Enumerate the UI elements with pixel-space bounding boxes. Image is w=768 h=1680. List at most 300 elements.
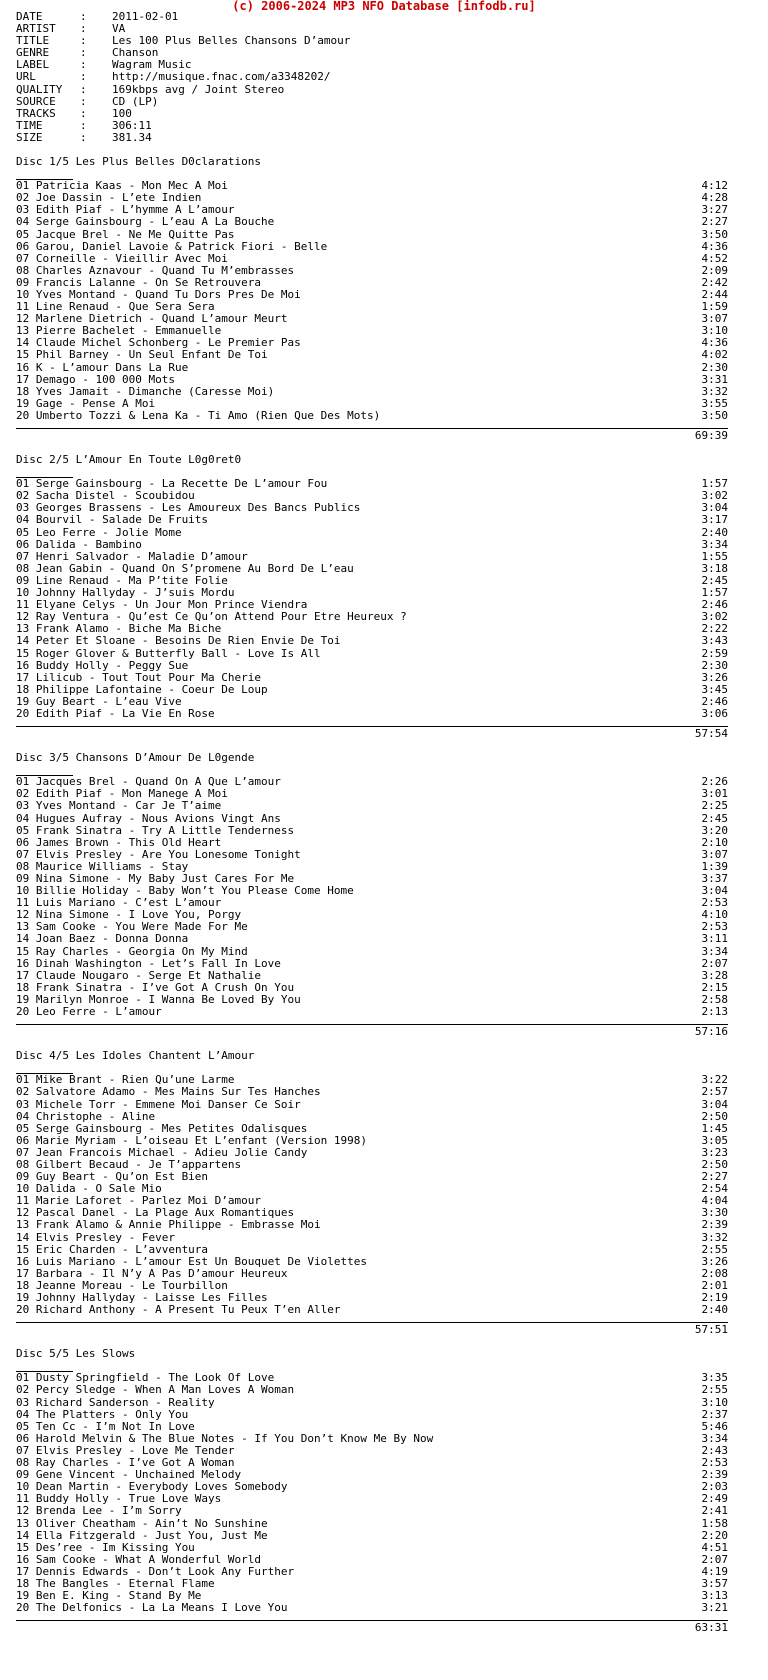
track-list [16, 478, 728, 720]
track-title: 06 James Brown - This Old Heart [16, 835, 222, 849]
disc-total-time: 69:39 [694, 429, 728, 442]
track-duration: 3:31 [701, 372, 728, 386]
track-title: 11 Line Renaud - Que Sera Sera [16, 300, 215, 314]
track-row [16, 933, 728, 945]
track-title: 20 Richard Anthony - A Present Tu Peux T’en Aller [16, 1303, 341, 1317]
track-duration: 3:26 [701, 1254, 728, 1268]
track-row [16, 958, 728, 970]
disc-total-divider [16, 1620, 728, 1621]
track-duration: 4:10 [701, 908, 728, 922]
track-title: 04 Christophe - Aline [16, 1109, 156, 1123]
track-duration: 2:19 [701, 1291, 728, 1304]
track-duration: 3:34 [701, 1431, 728, 1445]
track-duration: 4:36 [701, 239, 728, 253]
track-title: 01 Dusty Springfield - The Look Of Love [16, 1371, 275, 1385]
track-duration: 2:22 [701, 622, 728, 636]
track-duration: 4:51 [701, 1540, 728, 1554]
track-duration: 1:59 [701, 300, 728, 314]
track-duration: 3:27 [701, 203, 728, 217]
track-duration: 2:30 [701, 658, 728, 672]
track-title: 15 Phil Barney - Un Seul Enfant De Toi [16, 348, 268, 362]
track-row [16, 539, 728, 551]
track-title: 10 Johnny Hallyday - J’suis Mordu [16, 586, 235, 600]
track-title: 03 Yves Montand - Car Je T’aime [16, 799, 222, 813]
track-title: 05 Serge Gainsbourg - Mes Petites Odalisques [16, 1121, 308, 1135]
track-title: 13 Frank Alamo - Biche Ma Biche [16, 622, 222, 636]
track-duration: 2:41 [701, 1504, 728, 1518]
track-title: 17 Lilicub - Tout Tout Pour Ma Cherie [16, 670, 262, 684]
track-title: 09 Gene Vincent - Unchained Melody [16, 1468, 242, 1482]
track-title: 14 Claude Michel Schonberg - Le Premier Pas [16, 336, 301, 350]
track-duration: 3:02 [701, 489, 728, 503]
track-duration: 2:43 [701, 1443, 728, 1457]
track-row [16, 1505, 728, 1517]
track-row [16, 1602, 728, 1614]
track-duration: 3:04 [701, 884, 728, 898]
track-title: 14 Peter Et Sloane - Besoins De Rien Envie De Toi [16, 634, 341, 648]
track-list [16, 1074, 728, 1316]
track-title: 07 Elvis Presley - Love Me Tender [16, 1443, 235, 1457]
disc-total-time: 57:16 [694, 1025, 728, 1039]
track-duration: 2:39 [701, 1218, 728, 1232]
track-duration: 2:20 [701, 1528, 728, 1542]
meta-value: Chanson [112, 46, 159, 60]
track-row [16, 672, 728, 684]
track-row [16, 1256, 728, 1268]
track-title: 04 Bourvil - Salade De Fruits [16, 513, 209, 527]
track-duration: 3:13 [701, 1589, 728, 1603]
meta-separator: : [80, 34, 87, 48]
track-duration: 4:12 [701, 179, 728, 193]
track-duration: 3:45 [701, 682, 728, 696]
track-row [16, 800, 728, 812]
track-duration: 4:04 [701, 1194, 728, 1208]
site-header-link[interactable]: (c) 2006-2024 MP3 NFO Database [infodb.ru] [232, 0, 536, 13]
track-duration: 2:49 [701, 1492, 728, 1506]
track-duration: 2:01 [701, 1278, 728, 1292]
nfo-content [16, 11, 728, 1634]
track-duration: 2:58 [701, 992, 728, 1006]
track-duration: 3:34 [701, 944, 728, 958]
track-duration: 2:44 [701, 287, 728, 301]
track-duration: 3:04 [701, 501, 728, 515]
track-title: 04 The Platters - Only You [16, 1407, 189, 1421]
track-duration: 1:39 [701, 859, 728, 873]
track-title: 07 Elvis Presley - Are You Lonesome Tonight [16, 847, 301, 861]
track-title: 13 Frank Alamo & Annie Philippe - Embrasse Moi [16, 1218, 321, 1232]
track-title: 20 Umberto Tozzi & Lena Ka - Ti Amo (Rien Que Des Mots) [16, 408, 381, 422]
track-title: 03 Georges Brassens - Les Amoureux Des Bancs Publics [16, 501, 361, 515]
track-title: 12 Pascal Danel - La Plage Aux Romantiques [16, 1206, 295, 1220]
track-title: 05 Ten Cc - I’m Not In Love [16, 1419, 195, 1433]
track-duration: 2:39 [701, 1468, 728, 1482]
track-row [16, 946, 728, 958]
track-duration: 3:32 [701, 1230, 728, 1244]
track-title: 17 Demago - 100 000 Mots [16, 372, 175, 386]
track-title: 19 Marilyn Monroe - I Wanna Be Loved By You [16, 992, 301, 1006]
track-duration: 2:25 [701, 799, 728, 813]
track-title: 10 Billie Holiday - Baby Won’t You Please Come Home [16, 884, 354, 898]
track-duration: 1:57 [701, 586, 728, 600]
track-row [16, 1006, 728, 1018]
track-duration: 2:54 [701, 1182, 728, 1196]
meta-separator: : [80, 118, 87, 132]
track-title: 15 Eric Charden - L’avventura [16, 1242, 209, 1256]
disc-total-time: 57:51 [694, 1323, 728, 1337]
disc-section [16, 156, 728, 442]
track-list [16, 776, 728, 1018]
track-duration: 3:10 [701, 1395, 728, 1409]
track-title: 02 Edith Piaf - Mon Manege A Moi [16, 787, 228, 801]
track-row [16, 1530, 728, 1542]
track-duration: 3:35 [701, 1371, 728, 1385]
meta-separator: : [80, 22, 87, 36]
meta-key: SIZE [16, 130, 43, 144]
meta-value: Les 100 Plus Belles Chansons D’amour [112, 34, 351, 48]
track-duration: 2:27 [701, 1170, 728, 1184]
track-row [16, 1244, 728, 1256]
track-title: 06 Harold Melvin & The Blue Notes - If You Don’t Know Me By Now [16, 1431, 434, 1445]
track-title: 03 Michele Torr - Emmene Moi Danser Ce Soir [16, 1097, 301, 1111]
track-row [16, 216, 728, 228]
disc-title: Disc 2/5 L’Amour En Toute L0g0ret0 [16, 453, 242, 467]
track-duration: 2:07 [701, 1552, 728, 1566]
track-row [16, 1086, 728, 1098]
disc-list [16, 156, 728, 1634]
track-duration: 2:46 [701, 694, 728, 708]
track-duration: 3:01 [701, 787, 728, 801]
track-title: 20 Edith Piaf - La Vie En Rose [16, 706, 215, 720]
meta-key: DATE [16, 10, 43, 23]
track-duration: 4:36 [701, 336, 728, 350]
track-title: 09 Francis Lalanne - On Se Retrouvera [16, 275, 262, 289]
track-title: 15 Roger Glover & Butterfly Ball - Love Is All [16, 646, 321, 660]
track-duration: 2:10 [701, 835, 728, 849]
track-row [16, 1384, 728, 1396]
track-duration: 2:57 [701, 1085, 728, 1099]
track-duration: 3:10 [701, 324, 728, 338]
track-title: 06 Marie Myriam - L’oiseau Et L’enfant (Version 1998) [16, 1133, 367, 1147]
meta-separator: : [80, 58, 87, 72]
track-duration: 1:57 [701, 477, 728, 491]
track-duration: 3:32 [701, 384, 728, 398]
track-title: 16 Sam Cooke - What A Wonderful World [16, 1552, 262, 1566]
meta-value: CD (LP) [112, 94, 159, 108]
track-duration: 1:58 [701, 1516, 728, 1530]
track-title: 02 Percy Sledge - When A Man Loves A Woman [16, 1383, 295, 1397]
track-title: 06 Garou, Daniel Lavoie & Patrick Fiori - Belle [16, 239, 328, 253]
track-title: 11 Elyane Celys - Un Jour Mon Prince Viendra [16, 598, 308, 612]
meta-value: VA [112, 22, 126, 36]
track-row [16, 410, 728, 422]
track-duration: 1:55 [701, 549, 728, 563]
track-title: 09 Guy Beart - Qu’on Est Bien [16, 1170, 209, 1184]
meta-row-source [16, 96, 728, 108]
meta-key: SOURCE [16, 94, 56, 108]
track-duration: 2:46 [701, 598, 728, 612]
track-duration: 2:37 [701, 1407, 728, 1421]
meta-key: LABEL [16, 58, 50, 72]
track-title: 07 Henri Salvador - Maladie D’amour [16, 549, 248, 563]
meta-row-size [16, 132, 728, 144]
track-duration: 4:52 [701, 251, 728, 265]
track-title: 04 Serge Gainsbourg - L’eau A La Bouche [16, 215, 275, 229]
track-title: 03 Edith Piaf - L’hymme A L’amour [16, 203, 235, 217]
track-title: 18 Frank Sinatra - I’ve Got A Crush On You [16, 980, 295, 994]
track-duration: 4:02 [701, 348, 728, 362]
track-title: 19 Gage - Pense A Moi [16, 396, 156, 410]
track-duration: 2:40 [701, 1303, 728, 1317]
track-duration: 2:30 [701, 360, 728, 374]
meta-separator: : [80, 70, 87, 84]
track-row [16, 635, 728, 647]
disc-title: Disc 3/5 Chansons D’Amour De L0gende [16, 751, 255, 765]
meta-key: TRACKS [16, 106, 56, 120]
meta-value[interactable]: http://musique.fnac.com/a3348202/ [112, 70, 331, 84]
track-duration: 3:30 [701, 1206, 728, 1220]
track-duration: 2:55 [701, 1383, 728, 1397]
track-duration: 3:07 [701, 312, 728, 326]
track-row [16, 349, 728, 361]
meta-separator: : [80, 82, 87, 96]
track-duration: 2:09 [701, 263, 728, 277]
track-title: 13 Pierre Bachelet - Emmanuelle [16, 324, 222, 338]
meta-separator: : [80, 106, 87, 120]
track-title: 08 Maurice Williams - Stay [16, 859, 189, 873]
track-duration: 2:50 [701, 1109, 728, 1123]
track-duration: 3:11 [701, 932, 728, 946]
track-duration: 3:18 [701, 561, 728, 575]
track-duration: 3:17 [701, 513, 728, 527]
track-row [16, 1219, 728, 1231]
disc-total-divider [16, 1322, 728, 1323]
meta-row-url [16, 71, 728, 83]
track-title: 05 Leo Ferre - Jolie Mome [16, 525, 182, 539]
track-row [16, 1123, 728, 1135]
disc-total-time: 57:54 [694, 727, 728, 741]
track-duration: 3:07 [701, 847, 728, 861]
track-row [16, 813, 728, 825]
meta-value: 169kbps avg / Joint Stereo [112, 82, 285, 96]
track-title: 05 Frank Sinatra - Try A Little Tenderness [16, 823, 295, 837]
track-row [16, 386, 728, 398]
track-row [16, 374, 728, 386]
track-title: 10 Yves Montand - Quand Tu Dors Pres De Moi [16, 287, 301, 301]
disc-total-divider [16, 428, 728, 429]
track-title: 13 Sam Cooke - You Were Made For Me [16, 920, 248, 934]
meta-value: 306:11 [112, 118, 152, 132]
disc-total-time: 63:31 [694, 1621, 728, 1635]
track-row [16, 1304, 728, 1316]
disc-title: Disc 5/5 Les Slows [16, 1347, 136, 1361]
track-duration: 3:57 [701, 1576, 728, 1590]
meta-separator: : [80, 10, 87, 23]
track-duration: 4:19 [701, 1564, 728, 1578]
meta-separator: : [80, 46, 87, 60]
track-title: 07 Corneille - Vieillir Avec Moi [16, 251, 228, 265]
track-title: 17 Barbara - Il N’y A Pas D’amour Heureux [16, 1266, 288, 1280]
track-duration: 2:53 [701, 1456, 728, 1470]
track-title: 16 K - L’amour Dans La Rue [16, 360, 189, 374]
track-title: 11 Luis Mariano - C’est L’amour [16, 896, 222, 910]
disc-section [16, 1348, 728, 1634]
track-title: 18 Jeanne Moreau - Le Tourbillon [16, 1278, 228, 1292]
track-title: 12 Ray Ventura - Qu’est Ce Qu’on Attend Pour Etre Heureux ? [16, 610, 407, 624]
track-title: 03 Richard Sanderson - Reality [16, 1395, 215, 1409]
track-duration: 2:26 [701, 775, 728, 789]
meta-key: ARTIST [16, 22, 56, 36]
track-duration: 3:26 [701, 670, 728, 684]
track-duration: 3:34 [701, 537, 728, 551]
track-row [16, 825, 728, 837]
track-title: 01 Mike Brant - Rien Qu’une Larme [16, 1073, 235, 1087]
track-duration: 4:28 [701, 191, 728, 205]
track-title: 15 Des’ree - Im Kissing You [16, 1540, 195, 1554]
meta-key: TIME [16, 118, 43, 132]
track-title: 17 Claude Nougaro - Serge Et Nathalie [16, 968, 262, 982]
track-row [16, 708, 728, 720]
track-title: 19 Johnny Hallyday - Laisse Les Filles [16, 1291, 268, 1304]
track-title: 15 Ray Charles - Georgia On My Mind [16, 944, 248, 958]
track-duration: 3:37 [701, 872, 728, 885]
track-title: 14 Elvis Presley - Fever [16, 1230, 175, 1244]
track-title: 02 Joe Dassin - L’ete Indien [16, 191, 202, 205]
track-title: 17 Dennis Edwards - Don’t Look Any Further [16, 1564, 295, 1578]
track-duration: 3:05 [701, 1133, 728, 1147]
track-title: 01 Serge Gainsbourg - La Recette De L’amour Fou [16, 477, 328, 491]
track-title: 16 Luis Mariano - L’amour Est Un Bouquet De Violettes [16, 1254, 367, 1268]
track-duration: 1:45 [701, 1121, 728, 1135]
disc-title: Disc 4/5 Les Idoles Chantent L’Amour [16, 1049, 255, 1063]
meta-value: Wagram Music [112, 58, 192, 72]
track-row [16, 1099, 728, 1111]
track-title: 12 Brenda Lee - I’m Sorry [16, 1504, 182, 1518]
track-duration: 2:13 [701, 1005, 728, 1019]
track-title: 16 Dinah Washington - Let’s Fall In Love [16, 956, 281, 970]
track-row [16, 1111, 728, 1123]
track-title: 09 Line Renaud - Ma P’tite Folie [16, 573, 228, 587]
track-row [16, 1542, 728, 1554]
track-row [16, 1409, 728, 1421]
track-title: 18 Philippe Lafontaine - Coeur De Loup [16, 682, 268, 696]
track-title: 20 Leo Ferre - L’amour [16, 1005, 162, 1019]
track-row [16, 1232, 728, 1244]
track-title: 06 Dalida - Bambino [16, 537, 142, 551]
track-duration: 2:45 [701, 811, 728, 825]
meta-separator: : [80, 130, 87, 144]
track-duration: 3:23 [701, 1145, 728, 1159]
track-row [16, 648, 728, 660]
track-duration: 3:43 [701, 634, 728, 648]
track-duration: 2:07 [701, 956, 728, 970]
track-row [16, 660, 728, 672]
track-duration: 2:45 [701, 573, 728, 587]
disc-title: Disc 1/5 Les Plus Belles D0clarations [16, 155, 262, 169]
track-duration: 2:53 [701, 896, 728, 910]
meta-value: 381.34 [112, 130, 152, 144]
meta-value: 100 [112, 106, 132, 120]
track-duration: 3:22 [701, 1073, 728, 1087]
track-duration: 2:55 [701, 1242, 728, 1256]
meta-key: GENRE [16, 46, 50, 60]
track-row [16, 362, 728, 374]
track-title: 12 Marlene Dietrich - Quand L’amour Meurt [16, 312, 288, 326]
track-duration: 3:06 [701, 706, 728, 720]
meta-key: TITLE [16, 34, 50, 48]
track-title: 18 The Bangles - Eternal Flame [16, 1576, 215, 1590]
track-duration: 2:08 [701, 1266, 728, 1280]
track-title: 04 Hugues Aufray - Nous Avions Vingt Ans [16, 811, 281, 825]
meta-key: QUALITY [16, 82, 63, 96]
track-duration: 2:40 [701, 525, 728, 539]
track-title: 07 Jean Francois Michael - Adieu Jolie Candy [16, 1145, 308, 1159]
track-row [16, 1397, 728, 1409]
track-duration: 3:02 [701, 610, 728, 624]
track-title: 14 Joan Baez - Donna Donna [16, 932, 189, 946]
track-duration: 3:50 [701, 227, 728, 241]
track-title: 09 Nina Simone - My Baby Just Cares For Me [16, 872, 295, 885]
track-title: 08 Jean Gabin - Quand On S’promene Au Bord De L’eau [16, 561, 354, 575]
track-title: 14 Ella Fitzgerald - Just You, Just Me [16, 1528, 268, 1542]
track-row [16, 229, 728, 241]
meta-value: 2011-02-01 [112, 10, 179, 23]
track-title: 08 Ray Charles - I’ve Got A Woman [16, 1456, 235, 1470]
track-row [16, 1518, 728, 1530]
track-list [16, 180, 728, 422]
track-list [16, 1372, 728, 1614]
track-title: 01 Patricia Kaas - Mon Mec A Moi [16, 179, 228, 193]
track-title: 02 Sacha Distel - Scoubidou [16, 489, 195, 503]
disc-total-divider [16, 1024, 728, 1025]
disc-section [16, 1050, 728, 1336]
track-row [16, 527, 728, 539]
track-row [16, 837, 728, 849]
track-duration: 3:04 [701, 1097, 728, 1111]
track-title: 16 Buddy Holly - Peggy Sue [16, 658, 189, 672]
meta-separator: : [80, 94, 87, 108]
track-title: 08 Gilbert Becaud - Je T’appartens [16, 1157, 242, 1171]
track-row [16, 253, 728, 265]
track-title: 13 Oliver Cheatham - Ain’t No Sunshine [16, 1516, 268, 1530]
track-title: 05 Jacque Brel - Ne Me Quitte Pas [16, 227, 235, 241]
track-row [16, 241, 728, 253]
meta-row-quality [16, 84, 728, 96]
track-title: 10 Dean Martin - Everybody Loves Somebody [16, 1480, 288, 1494]
track-title: 11 Marie Laforet - Parlez Moi D’amour [16, 1194, 262, 1208]
track-title: 02 Salvatore Adamo - Mes Mains Sur Tes Hanches [16, 1085, 321, 1099]
track-title: 20 The Delfonics - La La Means I Love You [16, 1601, 288, 1615]
track-duration: 5:46 [701, 1419, 728, 1433]
track-title: 08 Charles Aznavour - Quand Tu M’embrasses [16, 263, 295, 277]
track-duration: 3:21 [701, 1601, 728, 1615]
release-metadata [16, 11, 728, 144]
track-row [16, 514, 728, 526]
track-duration: 2:27 [701, 215, 728, 229]
track-duration: 2:42 [701, 275, 728, 289]
track-duration: 3:55 [701, 396, 728, 410]
track-duration: 3:50 [701, 408, 728, 422]
track-duration: 3:28 [701, 968, 728, 982]
track-title: 19 Guy Beart - L’eau Vive [16, 694, 182, 708]
track-duration: 2:15 [701, 980, 728, 994]
track-title: 11 Buddy Holly - True Love Ways [16, 1492, 222, 1506]
track-title: 01 Jacques Brel - Quand On A Que L’amour [16, 775, 281, 789]
track-title: 10 Dalida - O Sale Mio [16, 1182, 162, 1196]
track-title: 12 Nina Simone - I Love You, Porgy [16, 908, 242, 922]
disc-section [16, 454, 728, 740]
track-title: 19 Ben E. King - Stand By Me [16, 1589, 202, 1603]
track-duration: 2:53 [701, 920, 728, 934]
